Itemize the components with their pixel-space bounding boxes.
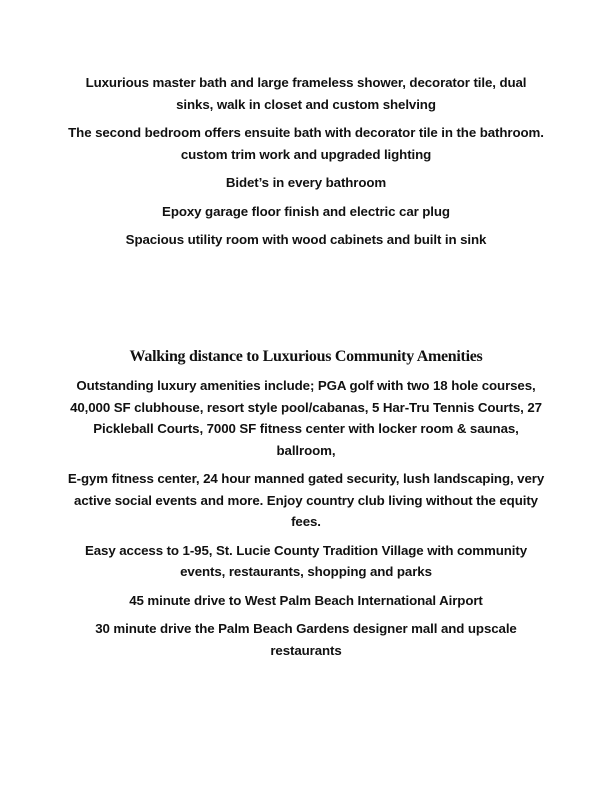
feature-paragraph-garage: Epoxy garage floor finish and electric car plug: [162, 203, 450, 219]
amenity-paragraph-egym: E-gym fitness center, 24 hour manned gated security, lush landscaping, very active social events and more. Enjoy country club living without the equity fees.: [67, 471, 545, 529]
feature-paragraph-bidets: Bidet’s in every bathroom: [225, 175, 387, 190]
amenity-paragraph-mall: 30 minute drive the Palm Beach Gardens designer mall and upscale restaurants: [95, 621, 517, 658]
feature-paragraph-master-bath: Luxurious master bath and large frameless shower, decorator tile, dual sinks, walk in closet and custom shelving: [85, 75, 527, 112]
amenity-paragraph-luxury: Outstanding luxury amenities include; PGA golf with two 18 hole courses, 40,000 SF clubhouse, resort style pool/cabanas, 5 Har-Tru Tennis Courts, 27 Pickleball Courts, 7000 SF fitness center with locker room & saunas, ballroom,: [70, 378, 542, 458]
features-section: [66, 72, 546, 258]
feature-paragraph-second-bedroom: The second bedroom offers ensuite bath with decorator tile in the bathroom. custom trim work and upgraded lighting: [68, 125, 544, 162]
feature-paragraph-utility-room: Spacious utility room with wood cabinets and built in sink: [125, 232, 487, 247]
amenity-paragraph-access: Easy access to 1-95, St. Lucie County Tradition Village with community events, restaurants, shopping and parks: [84, 542, 528, 579]
amenities-heading: Walking distance to Luxurious Community Amenities: [129, 348, 483, 365]
amenity-paragraph-airport: 45 minute drive to West Palm Beach International Airport: [129, 592, 483, 608]
amenities-section: [66, 347, 546, 668]
